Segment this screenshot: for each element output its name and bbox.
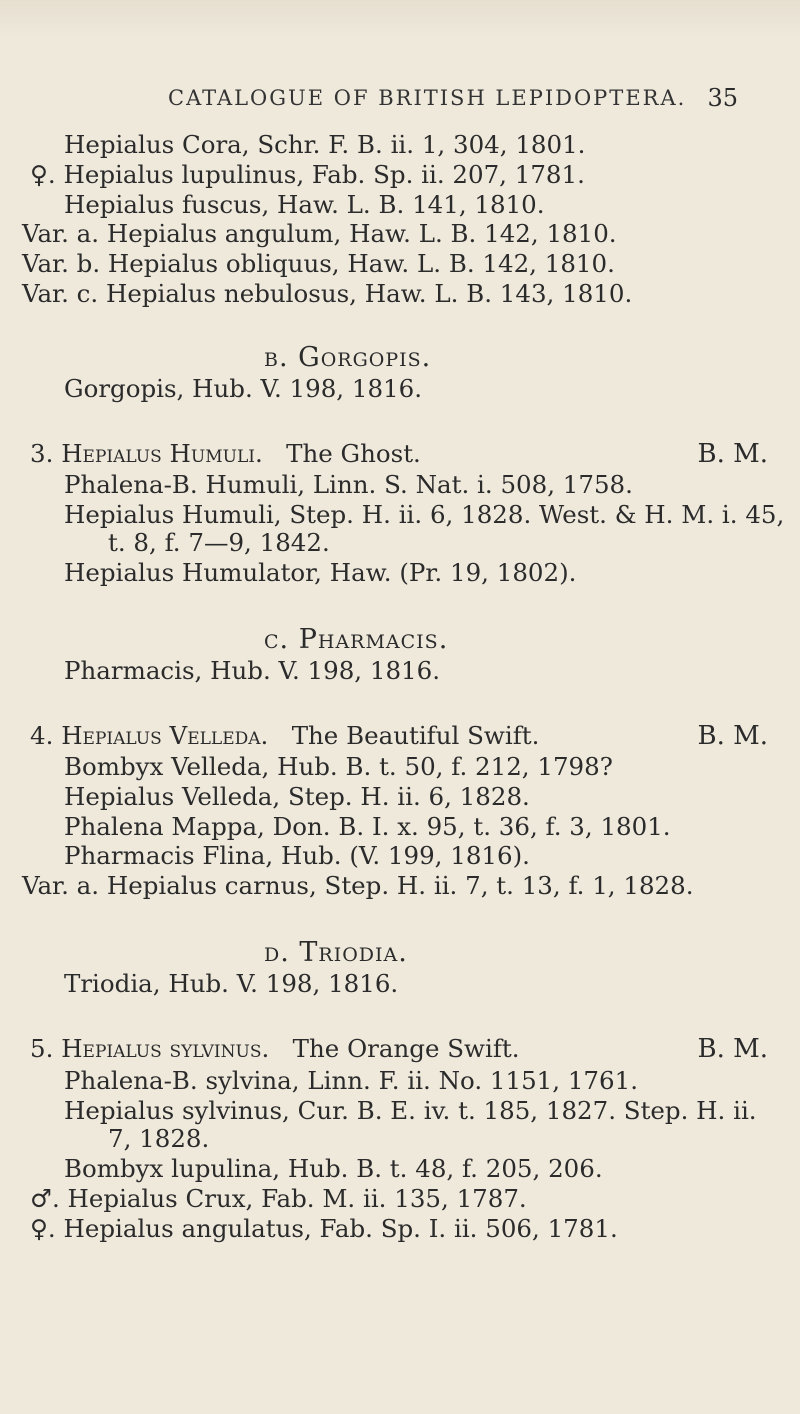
entry-line: Bombyx lupulina, Hub. B. t. 48, f. 205, 206.	[64, 1154, 603, 1183]
entry-line: Hepialus Humulator, Haw. (Pr. 19, 1802).	[64, 558, 577, 587]
entry-line: ♀. Hepialus angulatus, Fab. Sp. I. ii. 506, 1781.	[30, 1214, 618, 1243]
section-heading: b. Gorgopis.	[264, 342, 432, 373]
entry-line: Hepialus Humuli, Step. H. ii. 6, 1828. West. & H. M. i. 45,	[64, 500, 785, 529]
entry-line: Var. c. Hepialus nebulosus, Haw. L. B. 143, 1810.	[22, 279, 633, 308]
entry-line: Gorgopis, Hub. V. 198, 1816.	[64, 374, 423, 403]
entry-line: Hepialus sylvinus, Cur. B. E. iv. t. 185, 1827. Step. H. ii.	[64, 1096, 757, 1125]
running-header	[168, 86, 740, 110]
entry-line: ♀. Hepialus lupulinus, Fab. Sp. ii. 207, 1781.	[30, 160, 585, 189]
running-title: CATALOGUE OF BRITISH LEPIDOPTERA.	[168, 86, 687, 110]
entry-line: Var. b. Hepialus obliquus, Haw. L. B. 142, 1810.	[22, 249, 615, 278]
section-heading: c. Pharmacis.	[264, 624, 449, 655]
entry-line: 7, 1828.	[108, 1124, 210, 1153]
entry-line: Var. a. Hepialus carnus, Step. H. ii. 7, t. 13, f. 1, 1828.	[22, 871, 694, 900]
variety-label: Var. b.	[22, 249, 101, 278]
entry-line: Hepialus Velleda, Step. H. ii. 6, 1828.	[64, 782, 530, 811]
species-heading: 3. Hepialus Humuli. The Ghost.	[30, 439, 421, 468]
entry-line: Phalena-B. Humuli, Linn. S. Nat. i. 508, 1758.	[64, 470, 633, 499]
variety-label: Var. a.	[22, 219, 100, 248]
entry-line: Pharmacis Flina, Hub. (V. 199, 1816).	[64, 841, 530, 870]
page-number: 35	[707, 84, 738, 112]
female-sign: ♀.	[30, 160, 56, 189]
entry-line: Phalena-B. sylvina, Linn. F. ii. No. 1151, 1761.	[64, 1066, 638, 1095]
section-heading: d. Triodia.	[264, 937, 408, 968]
species-heading: 5. Hepialus sylvinus. The Orange Swift.	[30, 1034, 520, 1063]
entry-line: Hepialus fuscus, Haw. L. B. 141, 1810.	[64, 190, 545, 219]
entry-line: Pharmacis, Hub. V. 198, 1816.	[64, 656, 440, 685]
entry-line: Triodia, Hub. V. 198, 1816.	[64, 969, 399, 998]
entry-line: t. 8, f. 7—9, 1842.	[108, 528, 330, 557]
entry-line: Var. a. Hepialus angulum, Haw. L. B. 142, 1810.	[22, 219, 617, 248]
variety-label: Var. c.	[22, 279, 99, 308]
entry-line: Hepialus Cora, Schr. F. B. ii. 1, 304, 1801.	[64, 130, 586, 159]
species-heading: 4. Hepialus Velleda. The Beautiful Swift.	[30, 721, 540, 750]
entry-line: Bombyx Velleda, Hub. B. t. 50, f. 212, 1798?	[64, 752, 613, 781]
museum-mark: B. M.	[697, 721, 768, 751]
entry-line: ♂. Hepialus Crux, Fab. M. ii. 135, 1787.	[30, 1184, 527, 1213]
museum-mark: B. M.	[697, 439, 768, 469]
museum-mark: B. M.	[697, 1034, 768, 1064]
entry-line: Phalena Mappa, Don. B. I. x. 95, t. 36, f. 3, 1801.	[64, 812, 671, 841]
page-edge-shadow	[0, 0, 800, 40]
